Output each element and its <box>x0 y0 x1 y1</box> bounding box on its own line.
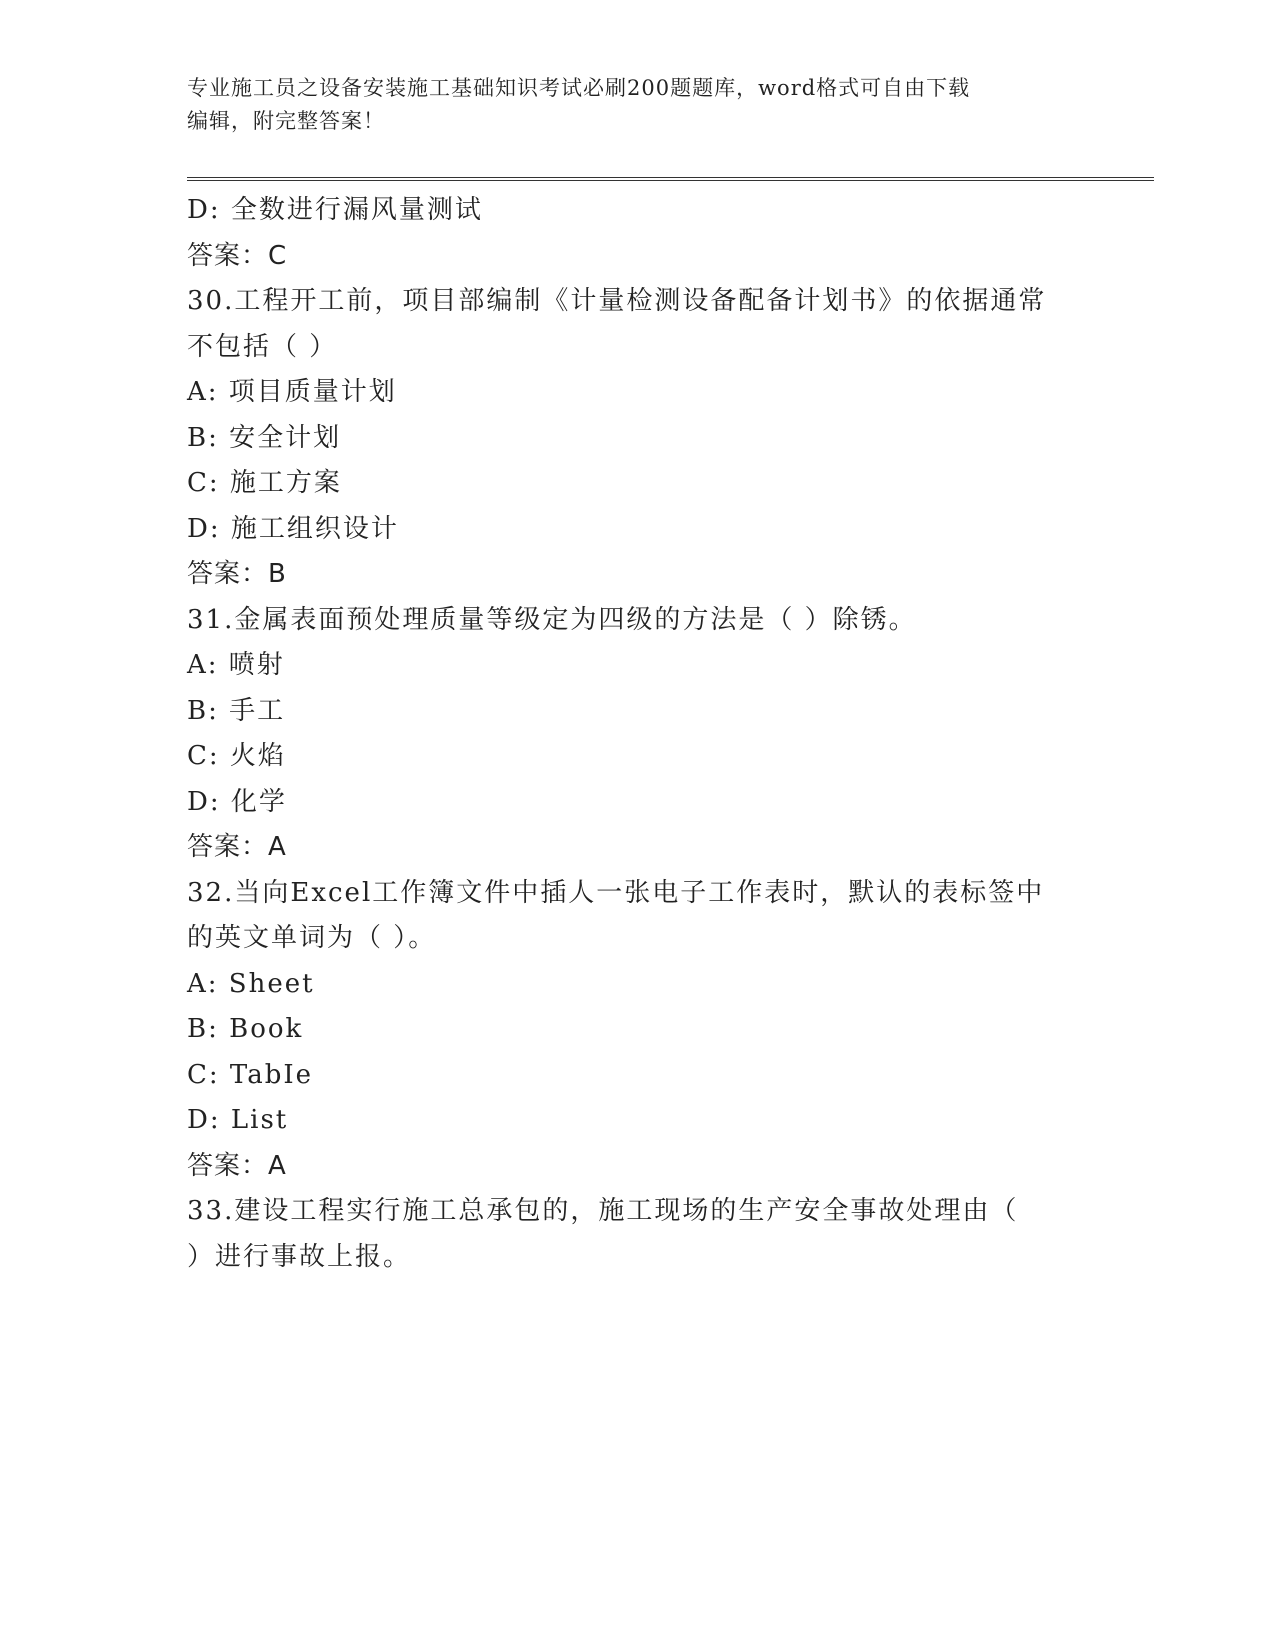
answer-line: 答案：C <box>187 240 288 271</box>
answer-line: 答案：A <box>187 1150 287 1181</box>
option-b: B: 手工 <box>187 695 286 726</box>
carryover-question <box>187 188 1107 279</box>
option-a: A: 喷射 <box>187 650 285 680</box>
question-text-line-1: 32.当向Excel工作簿文件中插人一张电子工作表时，默认的表标签中 <box>187 877 1045 908</box>
option-a: A: Sheet <box>187 968 315 999</box>
question-31 <box>187 598 1107 871</box>
option-d: D: 全数进行漏风量测试 <box>187 195 483 225</box>
option-b: B: 安全计划 <box>187 422 342 453</box>
header-divider <box>187 177 1154 181</box>
question-text-line-1: 33.建设工程实行施工总承包的，施工现场的生产安全事故处理由（ <box>187 1196 1019 1226</box>
question-text-line-2: ）进行事故上报。 <box>187 1241 412 1272</box>
option-d: D: 化学 <box>187 786 287 817</box>
question-text-line-2: 不包括（ ） <box>187 331 338 362</box>
header-title-line-1: 专业施工员之设备安装施工基础知识考试必刷200题题库，word格式可自由下载 <box>187 76 971 100</box>
question-content <box>187 188 1107 1280</box>
option-d: D: 施工组织设计 <box>187 513 399 544</box>
option-c: C: 施工方案 <box>187 468 342 498</box>
page-header <box>187 72 1087 138</box>
option-a: A: 项目质量计划 <box>187 377 397 407</box>
answer-line: 答案：A <box>187 832 287 862</box>
option-c: C: 火焰 <box>187 741 286 771</box>
option-d: D: List <box>187 1105 289 1135</box>
question-text-line-2: 的英文单词为（ ）。 <box>187 923 437 953</box>
option-c: C: TabIe <box>187 1059 314 1090</box>
question-32 <box>187 871 1107 1190</box>
header-title-line-2: 编辑，附完整答案！ <box>187 109 385 133</box>
question-text-line-1: 30.工程开工前，项目部编制《计量检测设备配备计划书》的依据通常 <box>187 286 1047 316</box>
option-b: B: Book <box>187 1014 304 1044</box>
answer-line: 答案：B <box>187 559 287 589</box>
question-text-line-1: 31.金属表面预处理质量等级定为四级的方法是（ ）除锈。 <box>187 604 917 635</box>
question-30 <box>187 279 1107 598</box>
question-33 <box>187 1189 1107 1280</box>
